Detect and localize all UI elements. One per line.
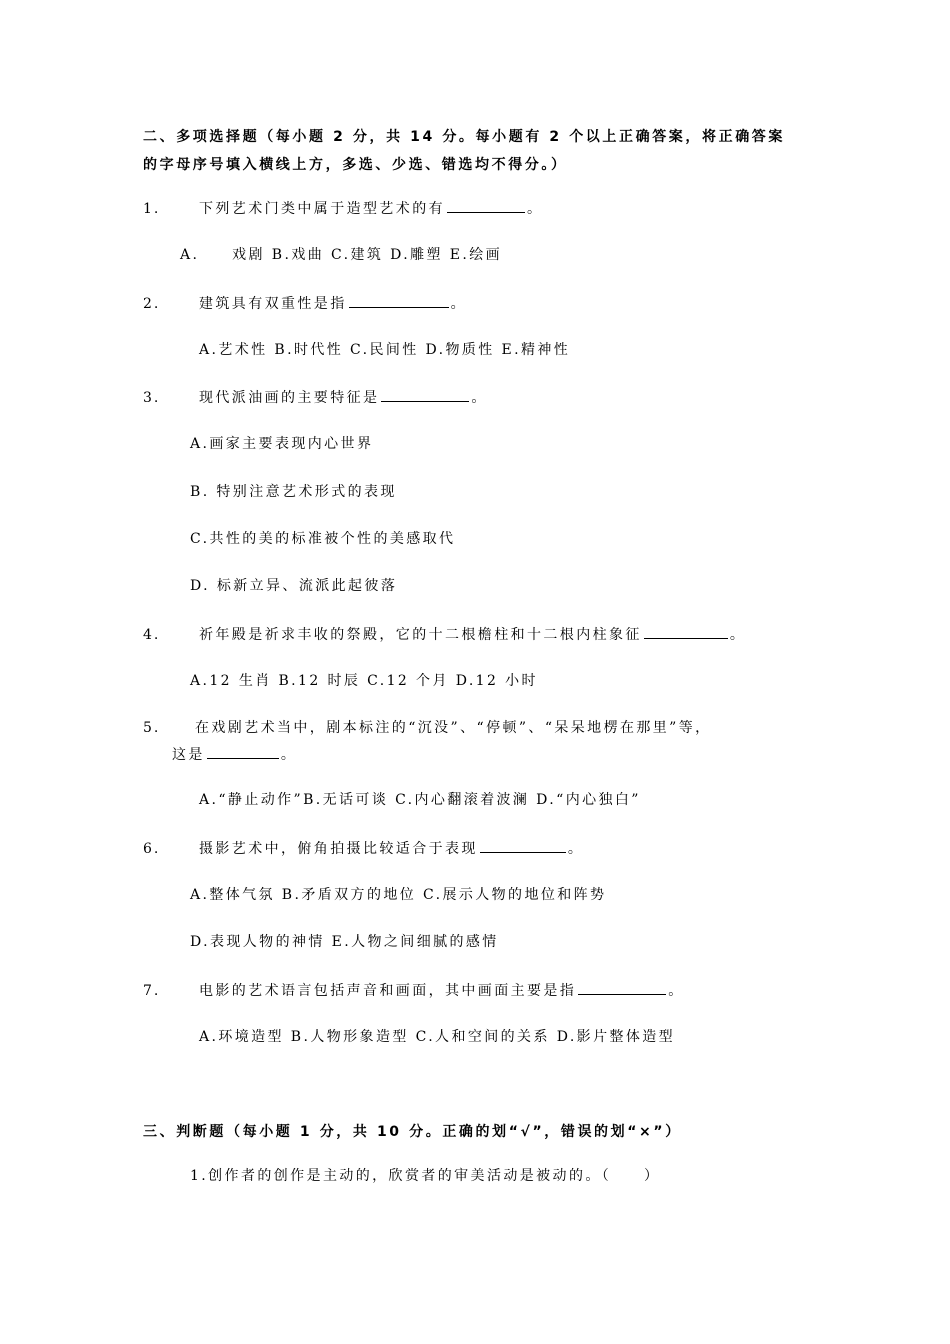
answer-blank[interactable]: [207, 744, 279, 759]
question-6: 6. 摄影艺术中，俯角拍摄比较适合于表现 。: [143, 838, 584, 859]
question-5-line2: 这是 。: [172, 744, 297, 765]
answer-blank[interactable]: [381, 387, 469, 402]
question-2: 2. 建筑具有双重性是指 。: [143, 293, 467, 314]
question-number: 3.: [143, 390, 161, 406]
answer-blank[interactable]: [644, 624, 728, 639]
question-1: 1. 下列艺术门类中属于造型艺术的有 。: [143, 198, 543, 219]
question-3: 3. 现代派油画的主要特征是 。: [143, 387, 488, 408]
question-3-option-b: B. 特别注意艺术形式的表现: [190, 484, 397, 500]
question-3-option-c: C.共性的美的标准被个性的美感取代: [190, 531, 456, 547]
question-stem: 电影的艺术语言包括声音和画面，其中画面主要是指: [199, 983, 577, 999]
answer-blank[interactable]: [349, 293, 449, 308]
question-number: 1.: [143, 201, 161, 217]
question-4-options: A.12 生肖 B.12 时辰 C.12 个月 D.12 小时: [190, 673, 538, 689]
question-stem: 现代派油画的主要特征是: [199, 390, 380, 406]
question-number: 7.: [143, 983, 161, 999]
question-3-option-d: D. 标新立异、流派此起彼落: [190, 578, 398, 594]
question-6-option-line2: D.表现人物的神情 E.人物之间细腻的感情: [190, 934, 499, 950]
question-stem: 祈年殿是祈求丰收的祭殿，它的十二根檐柱和十二根内柱象征: [199, 627, 642, 643]
question-2-options: A.艺术性 B.时代性 C.民间性 D.物质性 E.精神性: [199, 342, 571, 358]
question-5: [143, 718, 712, 738]
question-7: 7. 电影的艺术语言包括声音和画面，其中画面主要是指 。: [143, 980, 685, 1001]
question-stem: 在戏剧艺术当中，剧本标注的“沉没”、“停顿”、“呆呆地楞在那里”等，: [195, 720, 712, 736]
question-7-options: A.环境造型 B.人物形象造型 C.人和空间的关系 D.影片整体造型: [199, 1029, 676, 1045]
answer-blank[interactable]: [447, 198, 525, 213]
question-5-options: A.“静止动作”B.无话可谈 C.内心翻滚着波澜 D.“内心独白”: [199, 792, 641, 808]
question-6-option-line1: A.整体气氛 B.矛盾双方的地位 C.展示人物的地位和阵势: [190, 887, 607, 903]
question-number: 6.: [143, 841, 161, 857]
answer-blank[interactable]: [480, 838, 566, 853]
answer-blank[interactable]: [578, 980, 666, 995]
question-stem-cont: 这是: [172, 747, 205, 763]
question-number: 5.: [143, 720, 161, 736]
question-stem: 摄影艺术中，俯角拍摄比较适合于表现: [199, 841, 478, 857]
question-1-options: A. 戏剧 B.戏曲 C.建筑 D.雕塑 E.绘画: [180, 247, 503, 263]
question-number: 2.: [143, 296, 161, 312]
question-3-option-a: A.画家主要表现内心世界: [190, 436, 374, 452]
question-stem: 建筑具有双重性是指: [199, 296, 347, 312]
judgement-item-1: 1.创作者的创作是主动的，欣赏者的审美活动是被动的。（ ）: [190, 1168, 661, 1184]
section3-title: 三、判断题（每小题 1 分，共 10 分。正确的划“√”，错误的划“×”）: [143, 1124, 682, 1140]
section2-title-line2: 的字母序号填入横线上方，多选、少选、错选均不得分。）: [143, 157, 568, 173]
section2-title-line1: 二、多项选择题（每小题 2 分，共 14 分。每小题有 2 个以上正确答案，将正确答案: [143, 129, 786, 145]
question-stem: 下列艺术门类中属于造型艺术的有: [199, 201, 445, 217]
question-number: 4.: [143, 627, 161, 643]
question-4: 4. 祈年殿是祈求丰收的祭殿，它的十二根檐柱和十二根内柱象征 。: [143, 624, 746, 645]
